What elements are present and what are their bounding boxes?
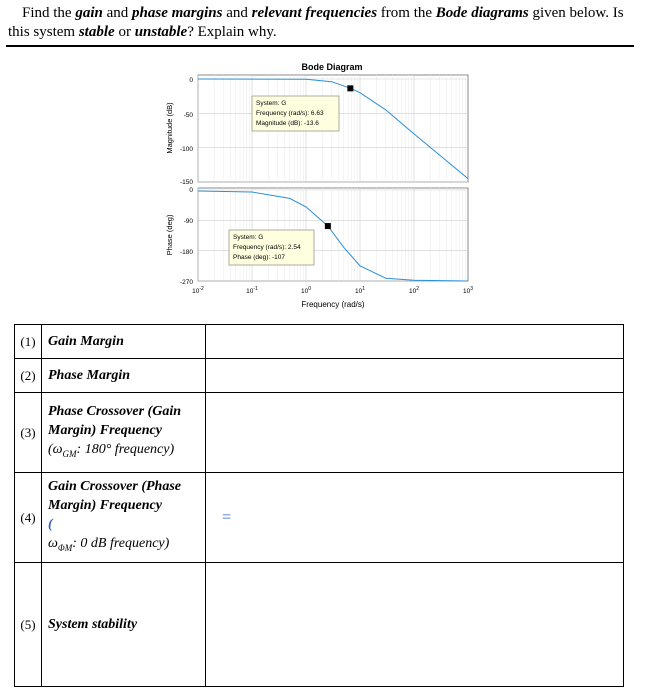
x-axis-label: Frequency (rad/s) xyxy=(301,300,365,309)
row-number: (3) xyxy=(15,393,42,473)
equals-sign: = xyxy=(222,508,232,526)
table-row xyxy=(15,325,624,359)
answer-cell[interactable] xyxy=(206,473,624,563)
answer-cell[interactable] xyxy=(206,359,624,393)
row-label: Phase Margin xyxy=(42,359,206,393)
ph-tick-180: -180 xyxy=(179,249,193,256)
table-row xyxy=(15,359,624,393)
ph-tick-270: -270 xyxy=(179,279,193,286)
ph-tip-frequency: Frequency (rad/s): 2.54 xyxy=(233,244,301,251)
phase-axis-label: Phase (deg) xyxy=(165,214,174,256)
magnitude-axis-label: Magnitude (dB) xyxy=(165,102,174,154)
magnitude-datatip-marker xyxy=(347,85,353,91)
row-label-sub: $\omega_{\Phi M}$: 0 dB frequency) xyxy=(48,536,170,553)
row-number: (4) xyxy=(15,473,42,563)
phase-datatip-marker xyxy=(325,223,331,229)
chart-title: Bode Diagram xyxy=(301,62,363,72)
mag-tip-frequency: Frequency (rad/s): 6.63 xyxy=(256,110,324,117)
x-tick-1: $10^{-1}$ xyxy=(246,286,258,295)
row-label-text: Phase Crossover (Gain Margin) Frequency xyxy=(48,403,182,438)
x-tick-0: $10^{-2}$ xyxy=(192,286,204,295)
row-number: (1) xyxy=(15,325,42,359)
ph-tip-value: Phase (deg): -107 xyxy=(233,254,286,261)
row-label xyxy=(42,473,206,563)
mag-tick-150: -150 xyxy=(179,179,193,186)
answer-cell[interactable] xyxy=(206,325,624,359)
x-tick-5: $10^3$ xyxy=(462,286,474,295)
magnitude-datatip xyxy=(252,96,339,131)
row-label-sub: ($\omega_{GM}$: 180° frequency) xyxy=(48,441,175,459)
row-number: (2) xyxy=(15,359,42,393)
row-label: System stability xyxy=(42,563,206,687)
row-label: Gain Margin xyxy=(42,325,206,359)
answer-cell[interactable] xyxy=(206,563,624,687)
answer-table xyxy=(14,324,624,687)
row-label-paren: ( xyxy=(48,517,53,533)
row-label-text: Gain Crossover (Phase Margin) Frequency xyxy=(48,479,182,514)
table-row xyxy=(15,393,624,473)
row-number: (5) xyxy=(15,563,42,687)
table-row xyxy=(15,563,624,687)
question-text: Find the gain and phase margins and relevant frequencies from the Bode diagrams given below. Is this system stable or unstable? Explain why. xyxy=(8,5,624,40)
bode-diagram xyxy=(0,0,645,320)
answer-cell[interactable] xyxy=(206,393,624,473)
mag-tip-value: Magnitude (dB): -13.6 xyxy=(256,120,319,127)
x-tick-3: $10^1$ xyxy=(354,286,366,295)
x-tick-4: $10^2$ xyxy=(408,286,420,295)
x-tick-2: $10^0$ xyxy=(300,286,312,295)
mag-tick-0: 0 xyxy=(189,77,193,84)
ph-tip-system: System: G xyxy=(233,234,264,241)
mag-tick-100: -100 xyxy=(179,146,193,153)
table-row xyxy=(15,473,624,563)
ph-tick-90: -90 xyxy=(183,218,193,225)
phase-datatip xyxy=(229,230,314,265)
ph-tick-0: 0 xyxy=(189,187,193,194)
mag-tip-system: System: G xyxy=(256,100,287,107)
row-label xyxy=(42,393,206,473)
mag-tick-50: -50 xyxy=(183,112,193,119)
